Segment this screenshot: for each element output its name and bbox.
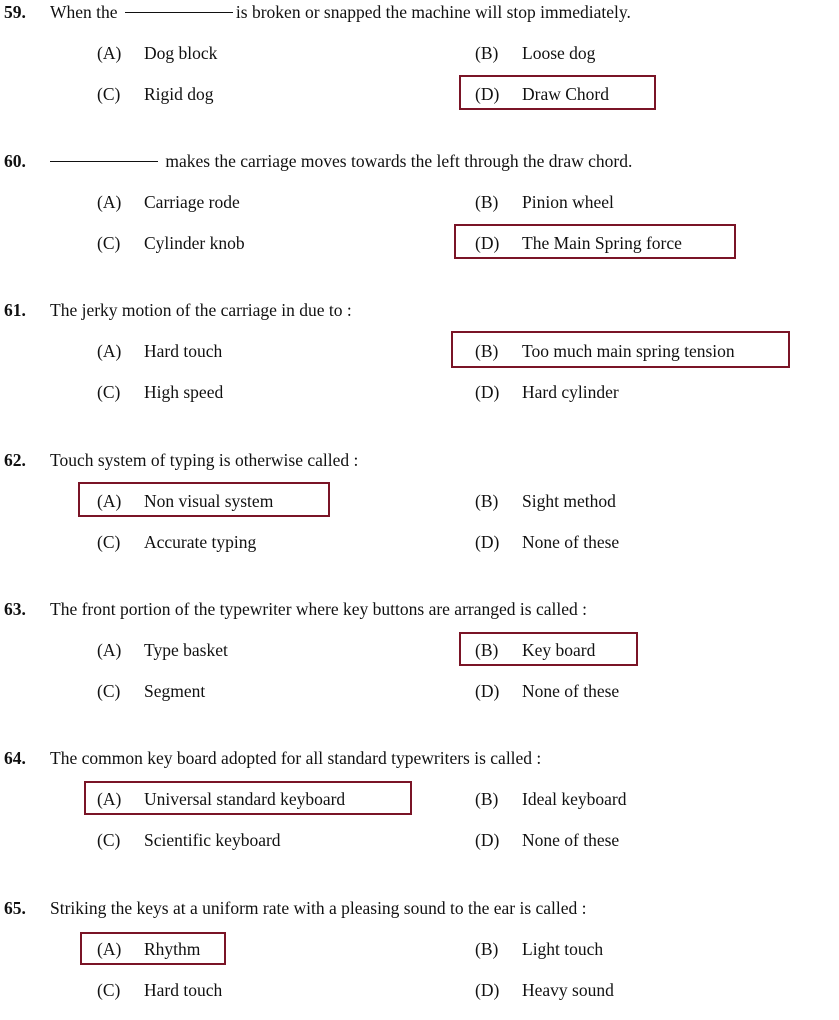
option-label: (A) (97, 491, 122, 511)
question-text: Touch system of typing is otherwise called : (50, 450, 359, 470)
blank-line (50, 161, 158, 162)
option-label: (A) (97, 43, 122, 63)
question-text: The common key board adopted for all standard typewriters is called : (50, 748, 542, 768)
question-text: The jerky motion of the carriage in due to : (50, 300, 352, 320)
option-label: (C) (97, 233, 121, 253)
answer-box (459, 75, 656, 110)
question-text (50, 0, 631, 24)
option-label: (A) (97, 640, 122, 660)
option-label: (D) (475, 84, 500, 104)
question-60 (0, 149, 839, 269)
option-label: (A) (97, 341, 122, 361)
question-number: 60. (4, 151, 26, 171)
option-label: (C) (97, 830, 121, 850)
option-label: (C) (97, 980, 121, 1000)
option-text: Ideal keyboard (522, 789, 627, 809)
option-label: (A) (97, 789, 122, 809)
option-text: Cylinder knob (144, 233, 245, 253)
option-text: Non visual system (144, 491, 274, 511)
option-label: (A) (97, 192, 122, 212)
option-label: (A) (97, 939, 122, 959)
option-label: (C) (97, 84, 121, 104)
option-text: Segment (144, 681, 206, 701)
question-number: 65. (4, 898, 26, 918)
option-text: Light touch (522, 939, 604, 959)
option-text: Hard touch (144, 341, 223, 361)
question-text (50, 149, 632, 173)
option-label: (D) (475, 830, 500, 850)
option-text: Dog block (144, 43, 218, 63)
answer-box (80, 932, 226, 965)
option-text: Sight method (522, 491, 616, 511)
option-label: (B) (475, 789, 499, 809)
question-64 (0, 746, 839, 866)
option-label: (B) (475, 192, 499, 212)
question-text-before: When the (50, 2, 118, 22)
option-label: (D) (475, 382, 500, 402)
question-text-after: makes the carriage moves towards the left through the draw chord. (165, 151, 633, 171)
option-text: The Main Spring force (522, 233, 682, 253)
option-text: Too much main spring tension (522, 341, 735, 361)
question-text: Striking the keys at a uniform rate with a pleasing sound to the ear is called : (50, 898, 587, 918)
answer-box (451, 331, 790, 368)
option-text: Draw Chord (522, 84, 609, 104)
answer-box (78, 482, 330, 517)
option-label: (D) (475, 532, 500, 552)
question-62 (0, 448, 839, 568)
option-label: (B) (475, 491, 499, 511)
option-label: (B) (475, 640, 499, 660)
option-text: Hard touch (144, 980, 223, 1000)
option-text: Hard cylinder (522, 382, 619, 402)
question-number: 62. (4, 450, 26, 470)
answer-box (84, 781, 412, 815)
question-65 (0, 896, 839, 1016)
question-number: 63. (4, 599, 26, 619)
question-63 (0, 597, 839, 717)
option-text: Rigid dog (144, 84, 214, 104)
option-text: Pinion wheel (522, 192, 614, 212)
question-61 (0, 298, 839, 418)
question-number: 61. (4, 300, 26, 320)
answer-box (459, 632, 638, 666)
option-text: None of these (522, 681, 620, 701)
option-text: Accurate typing (144, 532, 257, 552)
question-number: 59. (4, 2, 26, 22)
option-text: None of these (522, 532, 620, 552)
option-label: (B) (475, 341, 499, 361)
option-label: (C) (97, 532, 121, 552)
option-label: (B) (475, 43, 499, 63)
option-text: Carriage rode (144, 192, 240, 212)
option-text: Universal standard keyboard (144, 789, 346, 809)
option-text: Type basket (144, 640, 228, 660)
question-number: 64. (4, 748, 26, 768)
option-text: Scientific keyboard (144, 830, 281, 850)
option-text: Loose dog (522, 43, 596, 63)
option-text: Key board (522, 640, 596, 660)
option-label: (C) (97, 681, 121, 701)
option-text: Rhythm (144, 939, 201, 959)
option-text: High speed (144, 382, 224, 402)
option-label: (B) (475, 939, 499, 959)
question-text: The front portion of the typewriter where key buttons are arranged is called : (50, 599, 587, 619)
option-text: Heavy sound (522, 980, 614, 1000)
answer-box (454, 224, 736, 259)
option-label: (C) (97, 382, 121, 402)
option-label: (D) (475, 681, 500, 701)
question-text-after: is broken or snapped the machine will stop immediately. (235, 2, 631, 22)
option-label: (D) (475, 233, 500, 253)
option-label: (D) (475, 980, 500, 1000)
blank-line (125, 12, 233, 13)
question-59 (0, 0, 839, 120)
option-text: None of these (522, 830, 620, 850)
